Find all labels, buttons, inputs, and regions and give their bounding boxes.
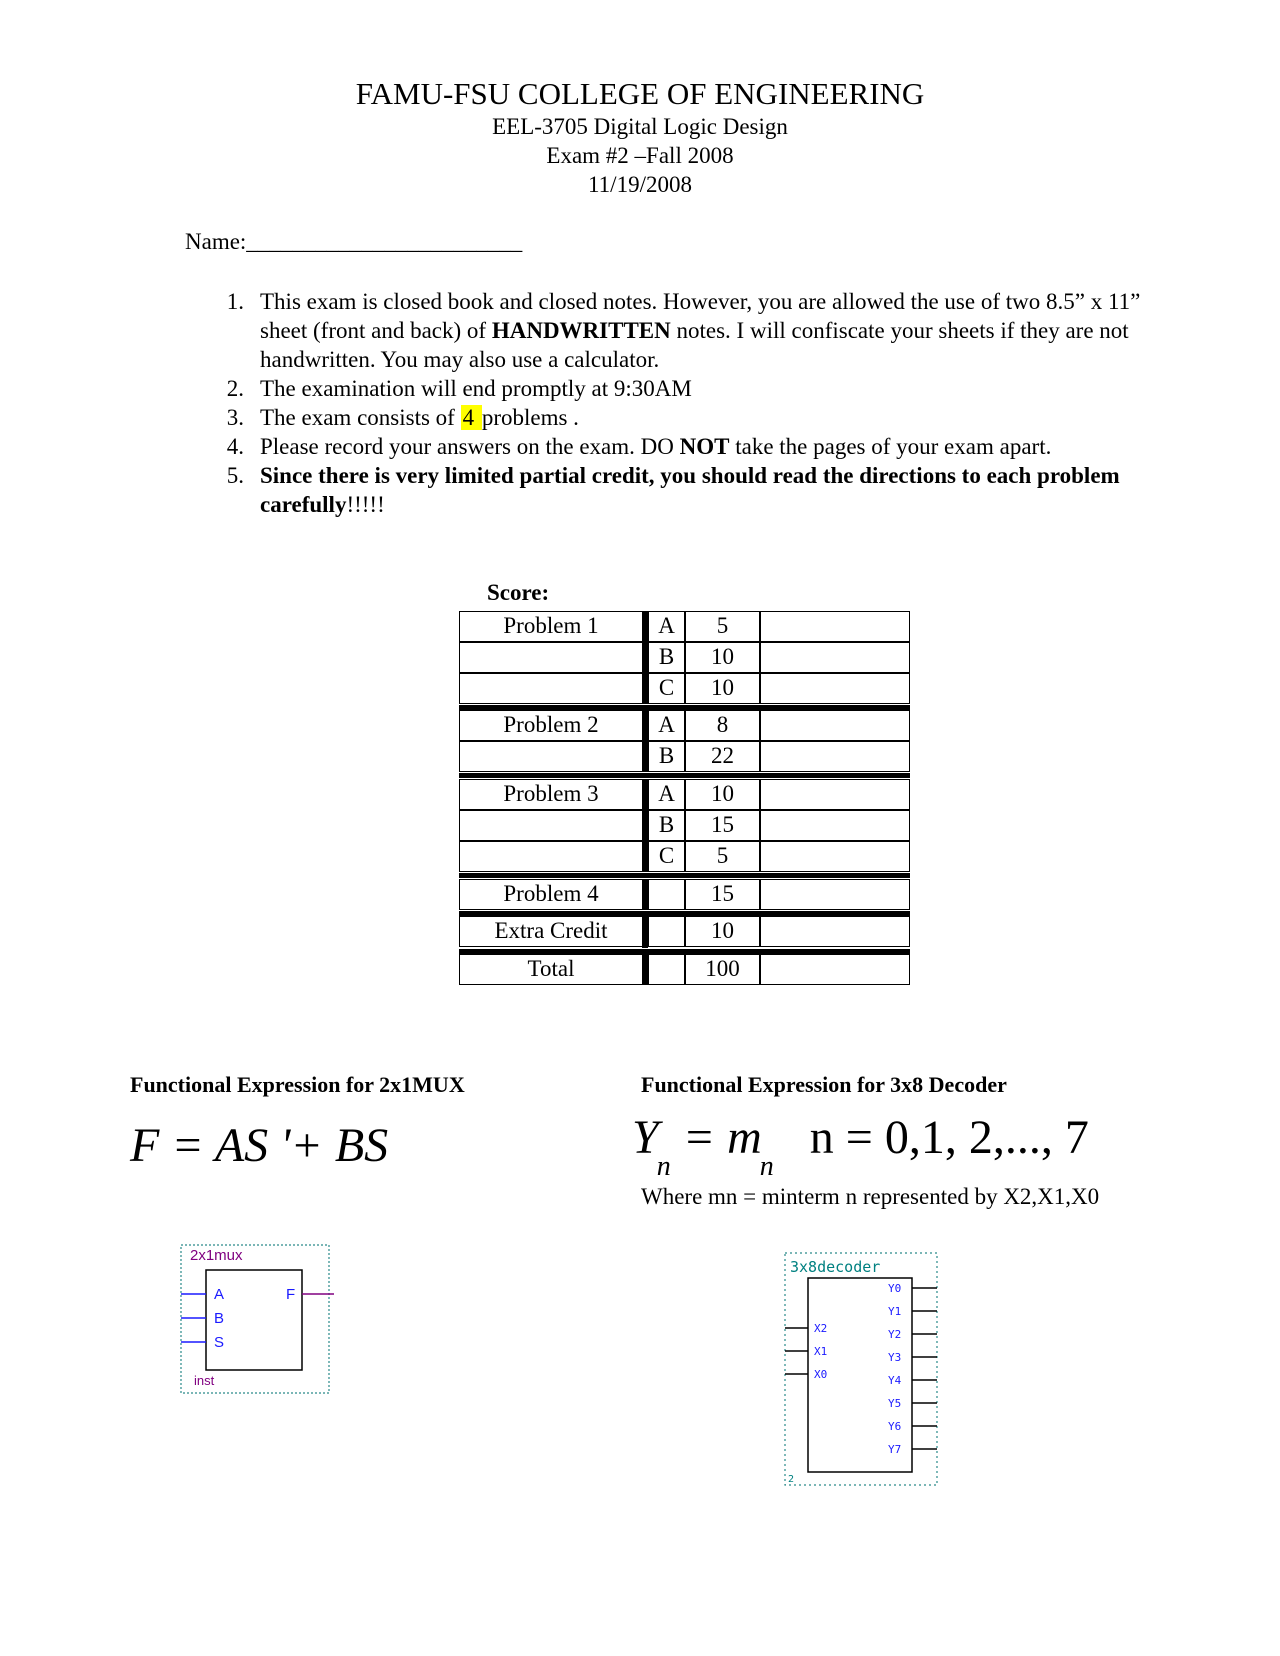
decoder-input-label: X0 — [814, 1368, 828, 1381]
earned-cell[interactable] — [760, 779, 910, 810]
decoder-output-label: Y4 — [888, 1374, 902, 1387]
mux-input-label: S — [214, 1334, 225, 1351]
decoder-output-label: Y5 — [888, 1397, 902, 1410]
mux-output-label: F — [286, 1286, 296, 1303]
table-divider — [642, 916, 648, 948]
mux-input-label: B — [214, 1310, 225, 1327]
points-cell: 100 — [685, 954, 760, 985]
problem-cell: Problem 3 — [459, 779, 643, 810]
problem-cell — [459, 810, 643, 841]
problem-cell — [459, 642, 643, 673]
points-cell: 8 — [685, 710, 760, 741]
table-divider — [642, 710, 648, 772]
problem-cell: Problem 1 — [459, 611, 643, 642]
earned-cell[interactable] — [760, 879, 910, 910]
decoder-output-label: Y2 — [888, 1328, 902, 1341]
mux-block-diagram — [178, 1242, 338, 1400]
part-cell: C — [648, 841, 685, 872]
mux-block-name: 2x1mux — [190, 1247, 243, 1264]
earned-cell[interactable] — [760, 642, 910, 673]
problem-cell: Extra Credit — [459, 916, 643, 947]
table-divider — [642, 779, 648, 872]
score-label: Score: — [487, 580, 550, 605]
problem-cell — [459, 673, 643, 704]
instruction-item: 3. The exam consists of 4 problems . — [226, 405, 579, 430]
earned-cell[interactable] — [760, 741, 910, 772]
part-cell: B — [648, 741, 685, 772]
points-cell: 15 — [685, 879, 760, 910]
course-title: EEL-3705 Digital Logic Design — [492, 114, 788, 139]
decoder-equation: $Y_n = m_n$ n = 0,1, 2,..., 7 — [632, 1111, 1089, 1182]
table-separator — [459, 949, 910, 954]
earned-cell[interactable] — [760, 673, 910, 704]
decoder-output-label: Y1 — [888, 1305, 902, 1318]
mux-equation: F = AS '+ BS — [130, 1119, 389, 1172]
problem-cell: Problem 2 — [459, 710, 643, 741]
problem-cell: Total — [459, 954, 643, 985]
part-cell — [648, 916, 685, 947]
table-divider — [642, 611, 648, 704]
problem-cell — [459, 841, 643, 872]
instruction-item: 4. Please record your answers on the exam. DO NOT take the pages of your exam apart. — [226, 434, 1052, 459]
table-separator — [459, 873, 910, 878]
minterm-note: Where mn = minterm n represented by X2,X1,X0 — [641, 1184, 1100, 1209]
part-cell: A — [648, 611, 685, 642]
points-cell: 10 — [685, 673, 760, 704]
decoder-input-label: X2 — [814, 1322, 828, 1335]
decoder-section-title: Functional Expression for 3x8 Decoder — [641, 1072, 1007, 1097]
earned-cell[interactable] — [760, 916, 910, 947]
table-separator — [459, 773, 910, 778]
part-cell: B — [648, 810, 685, 841]
problem-cell — [459, 741, 643, 772]
decoder-output-label: Y3 — [888, 1351, 902, 1364]
points-cell: 22 — [685, 741, 760, 772]
name-field[interactable]: Name:________________________ — [185, 229, 523, 254]
decoder-block-diagram — [782, 1250, 944, 1490]
college-title: FAMU-FSU COLLEGE OF ENGINEERING — [355, 76, 925, 111]
problem-cell: Problem 4 — [459, 879, 643, 910]
points-cell: 5 — [685, 841, 760, 872]
decoder-output-label: Y7 — [888, 1443, 902, 1456]
decoder-output-label: Y0 — [888, 1282, 902, 1295]
exam-title: Exam #2 –Fall 2008 — [546, 143, 734, 168]
part-cell: A — [648, 779, 685, 810]
points-cell: 15 — [685, 810, 760, 841]
instruction-item: 1. This exam is closed book and closed notes. However, you are allowed the use of two 8.5” x 11” sheet (front and back) of HANDWRITTEN notes. I will confiscate your sheets if they are not handwritten. You may also use a calculator. — [226, 289, 1141, 372]
part-cell: C — [648, 673, 685, 704]
mux-instance-label: inst — [194, 1373, 215, 1388]
part-cell: B — [648, 642, 685, 673]
points-cell: 5 — [685, 611, 760, 642]
table-separator — [459, 705, 910, 710]
decoder-output-label: Y6 — [888, 1420, 902, 1433]
mux-section-title: Functional Expression for 2x1MUX — [130, 1072, 465, 1097]
decoder-input-label: X1 — [814, 1345, 828, 1358]
table-divider — [642, 879, 648, 910]
instruction-item: 2. The examination will end promptly at 9:30AM — [226, 376, 692, 401]
points-cell: 10 — [685, 642, 760, 673]
earned-cell[interactable] — [760, 841, 910, 872]
points-cell: 10 — [685, 779, 760, 810]
mux-input-label: A — [214, 1286, 225, 1303]
exam-date: 11/19/2008 — [588, 172, 692, 197]
mux-instance-border — [181, 1245, 329, 1393]
table-separator — [459, 911, 910, 916]
earned-cell[interactable] — [760, 954, 910, 985]
earned-cell[interactable] — [760, 810, 910, 841]
table-divider — [642, 954, 648, 985]
decoder-block-name: 3x8decoder — [790, 1258, 881, 1276]
points-cell: 10 — [685, 916, 760, 947]
highlighted-count: 4 — [462, 405, 480, 430]
part-cell — [648, 879, 685, 910]
earned-cell[interactable] — [760, 611, 910, 642]
part-cell — [648, 954, 685, 985]
decoder-instance-label: 2 — [788, 1474, 795, 1485]
earned-cell[interactable] — [760, 710, 910, 741]
instruction-item: 5. Since there is very limited partial credit, you should read the directions to each problem carefully!!!!! — [226, 463, 1120, 517]
part-cell: A — [648, 710, 685, 741]
